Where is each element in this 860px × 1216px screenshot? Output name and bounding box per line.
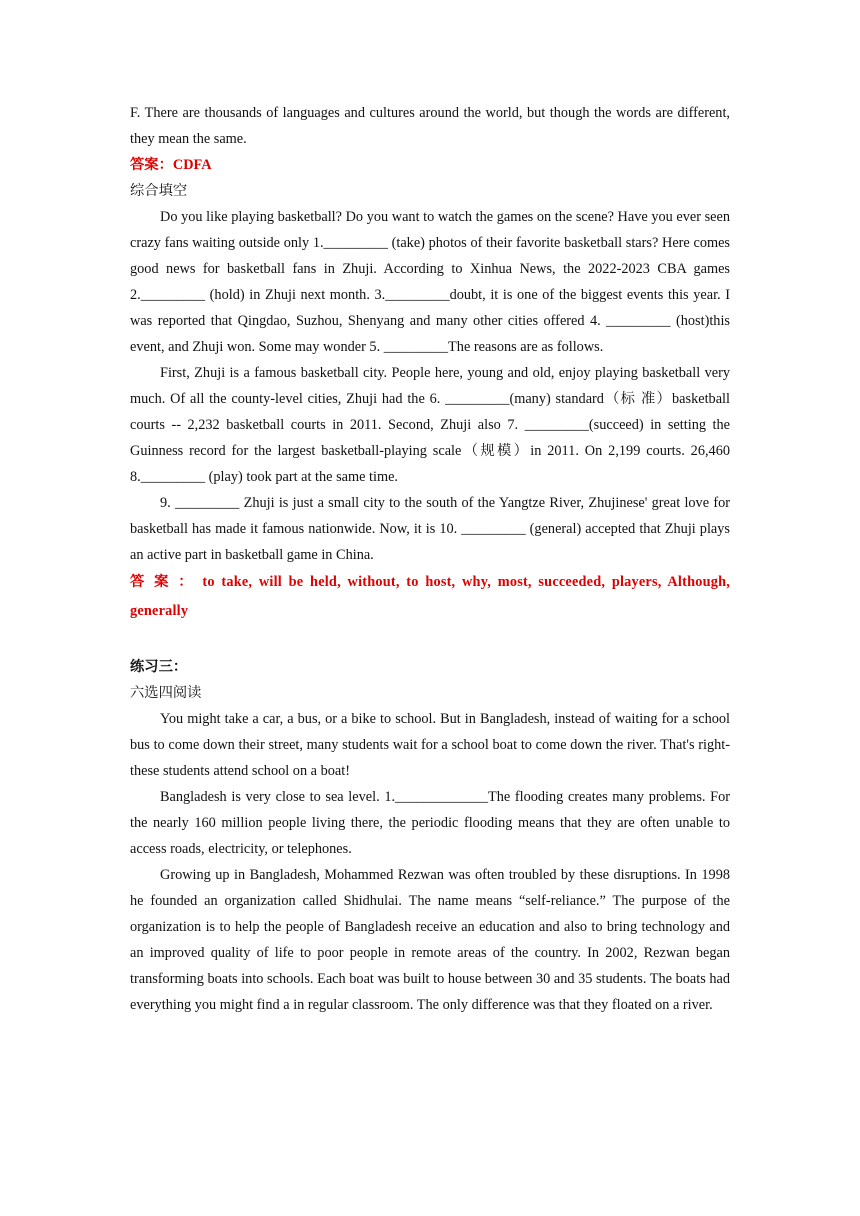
reading-paragraph-2: Bangladesh is very close to sea level. 1._____________The flooding creates many problems. For the nearly 160 million people living there, the periodic flooding means that they are often unable to access roads, electricity, or telephones. [130,789,730,857]
reading-paragraph-3: Growing up in Bangladesh, Mohammed Rezwan was often troubled by these disruptions. In 1998 he founded an organization called Shidhulai. The name means “self-reliance.” The purpose of the organization is to help the people of Bangladesh receive an education and also to bring technology and an improved quality of life to poor people in remote areas of the country. In 2002, Rezwan began transforming boats into schools. Each boat was built to house between 30 and 35 students. The boats had everything you might find a in regular classroom. The only difference was that they floated on a river. [130,867,730,1013]
cloze-paragraph-2: First, Zhuji is a famous basketball city. People here, young and old, enjoy playing basketball very much. Of all the county-level cities, Zhuji had the 6. _________(many) standard（标 准）basketball courts -- 2,232 basketball courts in 2011. Second, Zhuji also 7. _________(succeed) in setting the Guinness record for the largest basketball-playing scale（规模）in 2011. On 2,199 courts. 26,460 8._________ (play) took part at the same time. [130,365,730,485]
cloze-paragraph-1: Do you like playing basketball? Do you want to watch the games on the scene? Have you ever seen crazy fans waiting outside only 1._________ (take) photos of their favorite basketball stars? Here comes good news for basketball fans in Zhuji. According to Xinhua News, the 2022-2023 CBA games 2._________ (hold) in Zhuji next month. 3._________doubt, it is one of the biggest events this year. I was reported that Qingdao, Suzhou, Shenyang and many other cities offered 4. _________ (host)this event, and Zhuji won. Some may wonder 5. _________The reasons are as follows. [130,209,730,355]
exercise-heading: 练习三： [130,659,188,675]
document-page [130,100,730,1018]
reading-paragraph-1: You might take a car, a bus, or a bike to school. But in Bangladesh, instead of waiting for a school bus to come down their street, many students wait for a school boat to come down the river. That's right-these students attend school on a boat! [130,711,730,779]
answer-cloze: 答 案 ： to take, will be held, without, to host, why, most, succeeded, players, Although, generally [130,574,730,619]
answer-reading-1: 答案：CDFA [130,157,212,173]
spacer [130,626,730,652]
section-title-cloze: 综合填空 [130,183,188,199]
section-title-reading: 六选四阅读 [130,685,202,701]
option-f-text: F. There are thousands of languages and cultures around the world, but though the words are different, they mean the same. [130,105,730,147]
cloze-paragraph-3: 9. _________ Zhuji is just a small city to the south of the Yangtze River, Zhujinese' great love for basketball has made it famous nationwide. Now, it is 10. _________ (general) accepted that Zhuji plays an active part in basketball game in China. [130,495,730,563]
